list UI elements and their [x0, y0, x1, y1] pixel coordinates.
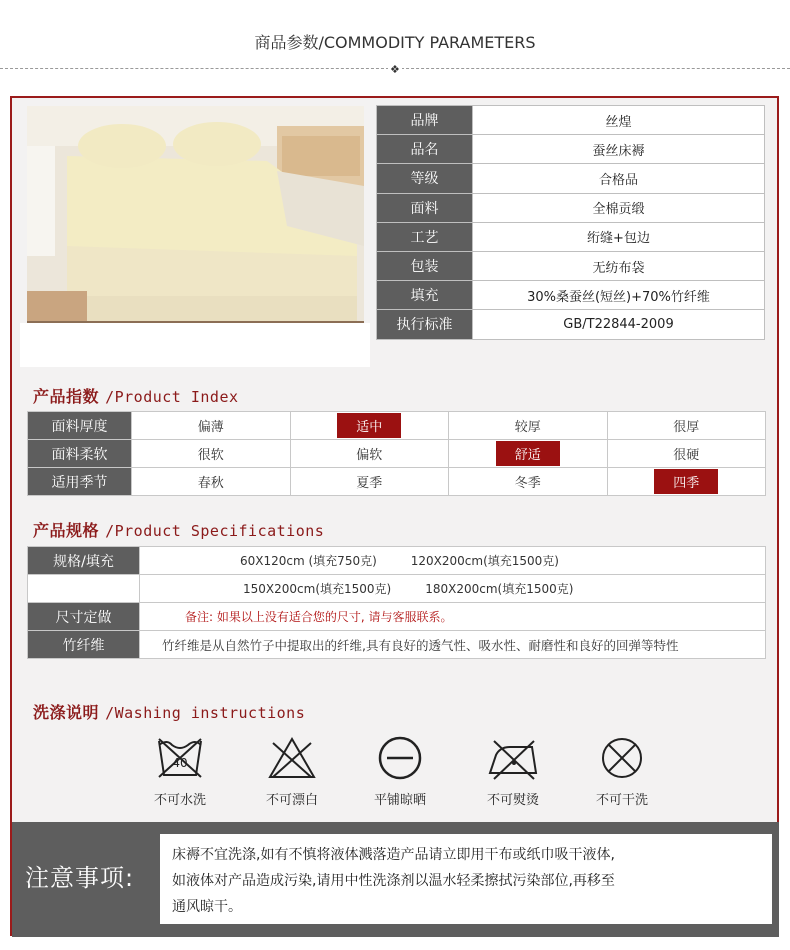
flat-dry-icon	[375, 735, 425, 781]
wash-item	[473, 735, 553, 808]
no-dry-clean-icon	[597, 735, 647, 781]
index-option: 冬季	[514, 476, 541, 491]
wash-item	[360, 735, 440, 808]
index-option: 偏薄	[197, 420, 224, 435]
spec-row	[28, 547, 766, 575]
param-row	[377, 222, 765, 251]
wash-label: 平铺晾晒	[373, 793, 426, 808]
wash-label: 不可水洗	[153, 793, 206, 808]
param-key: 填充	[377, 281, 473, 310]
index-key: 面料柔软	[28, 440, 132, 468]
notice-line: 通风晾干。	[172, 899, 242, 915]
index-row	[28, 412, 766, 440]
wash-item	[582, 735, 662, 808]
spec-key: 规格/填充	[28, 547, 140, 575]
param-key: 品名	[377, 135, 473, 164]
param-value: 30%桑蚕丝(短丝)+70%竹纤维	[473, 281, 765, 310]
fiber-description: 竹纤维是从自然竹子中提取出的纤维,具有良好的透气性、吸水性、耐磨性和良好的回弹等特性	[140, 631, 766, 659]
wash-label: 不可漂白	[265, 793, 318, 808]
no-water-wash-icon	[155, 735, 205, 781]
spec-row	[28, 603, 766, 631]
index-option: 很硬	[673, 448, 700, 463]
index-key: 适用季节	[28, 468, 132, 496]
photo-caption-area	[20, 323, 370, 367]
notice-text	[160, 834, 772, 924]
wash-label: 不可熨烫	[486, 793, 539, 808]
spec-table	[27, 546, 766, 659]
product-photo	[27, 106, 364, 338]
param-value: 绗缝+包边	[473, 222, 765, 251]
section-heading-wash	[33, 700, 305, 723]
index-option: 夏季	[356, 476, 383, 491]
param-key: 执行标准	[377, 310, 473, 339]
spec-key: 竹纤维	[28, 631, 140, 659]
section-heading-zh: 洗涤说明	[33, 703, 100, 722]
size-option: 60X120cm (填充750克)	[240, 554, 377, 568]
param-value: 合格品	[473, 164, 765, 193]
index-option-selected: 适中	[337, 413, 401, 438]
notice-line: 如液体对产品造成污染,请用中性洗涤剂以温水轻柔擦拭污染部位,再移至	[172, 873, 615, 889]
index-option: 春秋	[197, 476, 224, 491]
spec-size-line-1	[140, 547, 766, 575]
spec-row	[28, 631, 766, 659]
section-heading-en: /Product Index	[105, 388, 239, 406]
section-heading-index	[33, 384, 239, 407]
param-key: 等级	[377, 164, 473, 193]
section-heading-en: /Product Specifications	[105, 522, 325, 540]
section-heading-zh: 产品规格	[33, 521, 100, 540]
section-heading-spec	[33, 518, 324, 541]
wash-item	[252, 735, 332, 808]
spec-key: 尺寸定做	[28, 603, 140, 631]
param-row	[377, 310, 765, 339]
size-option: 150X200cm(填充1500克)	[243, 582, 392, 596]
index-option: 较厚	[514, 420, 541, 435]
index-option: 很软	[197, 448, 224, 463]
param-value: 蚕丝床褥	[473, 135, 765, 164]
index-option: 偏软	[356, 448, 383, 463]
param-row	[377, 251, 765, 280]
spec-row	[28, 575, 766, 603]
param-key: 工艺	[377, 222, 473, 251]
index-row	[28, 440, 766, 468]
ornament-icon: ❖	[390, 63, 400, 76]
size-option: 120X200cm(填充1500克)	[410, 554, 559, 568]
param-value: 无纺布袋	[473, 251, 765, 280]
param-row	[377, 281, 765, 310]
index-option-selected: 四季	[654, 469, 718, 494]
wash-icons	[140, 735, 680, 815]
index-row	[28, 468, 766, 496]
param-row	[377, 193, 765, 222]
param-row	[377, 164, 765, 193]
param-key: 面料	[377, 193, 473, 222]
index-option: 很厚	[673, 420, 700, 435]
no-bleach-icon	[267, 735, 317, 781]
spec-size-line-2	[140, 575, 766, 603]
section-heading-en: /Washing instructions	[105, 704, 306, 722]
param-value: 全棉贡缎	[473, 193, 765, 222]
param-row	[377, 135, 765, 164]
notice-line: 床褥不宜洗涤,如有不慎将液体溅落造产品请立即用干布或纸巾吸干液体,	[172, 847, 615, 863]
notice-title: 注意事项:	[25, 864, 135, 892]
params-table	[376, 105, 765, 340]
no-iron-icon	[486, 735, 540, 781]
wash-label: 不可干洗	[595, 793, 648, 808]
page-title: 商品参数/COMMODITY PARAMETERS	[254, 33, 536, 52]
param-key: 品牌	[377, 106, 473, 135]
index-table	[27, 411, 766, 496]
section-heading-zh: 产品指数	[33, 387, 100, 406]
param-value: 丝煌	[473, 106, 765, 135]
param-key: 包装	[377, 251, 473, 280]
wash-item	[140, 735, 220, 808]
svg-text:40: 40	[172, 756, 188, 770]
param-value: GB/T22844-2009	[473, 310, 765, 339]
param-row	[377, 106, 765, 135]
index-option-selected: 舒适	[496, 441, 560, 466]
size-option: 180X200cm(填充1500克)	[425, 582, 574, 596]
index-key: 面料厚度	[28, 412, 132, 440]
custom-size-note: 备注: 如果以上没有适合您的尺寸, 请与客服联系。	[140, 603, 766, 631]
